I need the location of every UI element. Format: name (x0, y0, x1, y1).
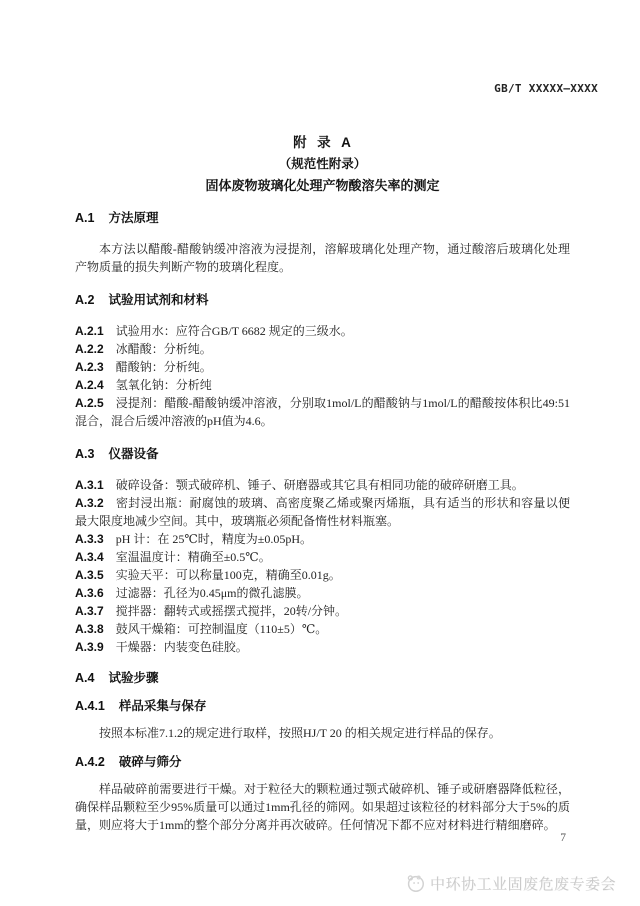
clause-number: A.2.4 (75, 378, 104, 392)
clause-number: A.3.4 (75, 550, 104, 564)
clause-a3-7 (75, 602, 570, 620)
clause-number: A.3.3 (75, 532, 104, 546)
clause-a2-3 (75, 358, 570, 376)
clause-text: 实验天平：可以称量100克，精确至0.01g。 (115, 568, 341, 582)
clause-a2-1 (75, 322, 570, 340)
clause-a2-5 (75, 394, 570, 430)
clause-a3-9 (75, 638, 570, 656)
clause-a3-3 (75, 530, 570, 548)
section-a4-1-paragraph: 按照本标准7.1.2的规定进行取样，按照HJ/T 20 的相关规定进行样品的保存。 (99, 726, 501, 740)
appendix-label: 附 录 A (293, 135, 352, 150)
clause-number: A.2.1 (75, 324, 104, 338)
clause-number: A.3.7 (75, 604, 104, 618)
footer-watermark (404, 872, 616, 894)
clause-text: pH 计：在 25℃时，精度为±0.05pH。 (115, 532, 313, 546)
clause-number: A.3.9 (75, 640, 104, 654)
clause-number: A.3.6 (75, 586, 104, 600)
section-a4 (75, 670, 570, 834)
section-a1-heading (75, 210, 570, 226)
clause-title: 试验步骤 (108, 671, 159, 685)
section-a3 (75, 446, 570, 656)
appendix-type-label: （规范性附录） (278, 157, 367, 171)
clause-number: A.4.1 (75, 699, 105, 713)
clause-number: A.3.2 (75, 496, 104, 510)
section-a3-heading (75, 446, 570, 462)
clause-number: A.1 (75, 211, 95, 225)
clause-number: A.2.3 (75, 360, 104, 374)
clause-text: 试验用水：应符合GB/T 6682 规定的三级水。 (115, 324, 353, 338)
clause-text: 搅拌器：翻转式或摇摆式搅拌，20转/分钟。 (115, 604, 348, 618)
clause-text: 密封浸出瓶：耐腐蚀的玻璃、高密度聚乙烯或聚丙烯瓶，具有适当的形状和容量以便最大限度地减少空间。其中，玻璃瓶必须配备惰性材料瓶塞。 (75, 496, 570, 528)
section-a2 (75, 292, 570, 430)
clause-text: 浸提剂：醋酸-醋酸钠缓冲溶液，分别取1mol/L的醋酸钠与1mol/L的醋酸按体积比49:51混合，混合后缓冲溶液的pH值为4.6。 (75, 396, 570, 428)
clause-text: 室温温度计：精确至±0.5℃。 (115, 550, 271, 564)
association-logo-icon (404, 872, 426, 894)
clause-a2-4 (75, 376, 570, 394)
watermark-text: 中环协工业固废危废专委会 (429, 875, 616, 893)
clause-number: A.2.2 (75, 342, 104, 356)
clause-number: A.2 (75, 293, 95, 307)
section-a4-2-heading (75, 754, 570, 770)
section-a1 (75, 210, 570, 276)
section-a2-heading (75, 292, 570, 308)
doc-header (0, 82, 598, 95)
section-a4-heading (75, 670, 570, 686)
clause-a3-5 (75, 566, 570, 584)
clause-title: 仪器设备 (108, 447, 159, 461)
clause-title: 试验用试剂和材料 (108, 293, 209, 307)
clause-a2-2 (75, 340, 570, 358)
section-a1-paragraph: 本方法以醋酸-醋酸钠缓冲溶液为浸提剂，溶解玻璃化处理产物，通过酸溶后玻璃化处理产物质量的损失判断产物的玻璃化程度。 (75, 242, 570, 274)
clause-text: 醋酸钠：分析纯。 (115, 360, 212, 374)
appendix-name: 固体废物玻璃化处理产物酸溶失率的测定 (205, 178, 440, 193)
clause-text: 干燥器：内装变色硅胶。 (115, 640, 248, 654)
section-a4-1-heading (75, 698, 570, 714)
clause-number: A.3 (75, 447, 95, 461)
clause-number: A.3.8 (75, 622, 104, 636)
doc-code: GB/T XXXXX—XXXX (494, 82, 598, 95)
clause-title: 方法原理 (108, 211, 159, 225)
clause-text: 鼓风干燥箱：可控制温度（110±5）℃。 (115, 622, 328, 636)
clause-number: A.4 (75, 671, 95, 685)
clause-title: 样品采集与保存 (118, 699, 207, 713)
clause-a3-8 (75, 620, 570, 638)
page-number: 7 (560, 832, 566, 844)
clause-title: 破碎与筛分 (118, 755, 182, 769)
appendix-title-block (75, 134, 570, 194)
clause-a3-4 (75, 548, 570, 566)
clause-number: A.4.2 (75, 755, 105, 769)
clause-text: 氢氧化钠：分析纯 (115, 378, 212, 392)
clause-number: A.3.5 (75, 568, 104, 582)
clause-a3-1 (75, 476, 570, 494)
clause-a3-2 (75, 494, 570, 530)
clause-text: 过滤器：孔径为0.45μm的微孔滤膜。 (115, 586, 309, 600)
section-a4-2-paragraph: 样品破碎前需要进行干燥。对于粒径大的颗粒通过颚式破碎机、锤子或研磨器降低粒径，确保样品颗粒至少95%质量可以通过1mm孔径的筛网。如果超过该粒径的材料部分大于5%的质量，则应将大于1mm的整个部分分离并再次破碎。任何情况下都不应对材料进行精细磨碎。 (75, 782, 570, 832)
clause-a3-6 (75, 584, 570, 602)
clause-number: A.2.5 (75, 396, 104, 410)
clause-text: 破碎设备：颚式破碎机、锤子、研磨器或其它具有相同功能的破碎研磨工具。 (115, 478, 524, 492)
clause-text: 冰醋酸：分析纯。 (115, 342, 212, 356)
clause-number: A.3.1 (75, 478, 104, 492)
